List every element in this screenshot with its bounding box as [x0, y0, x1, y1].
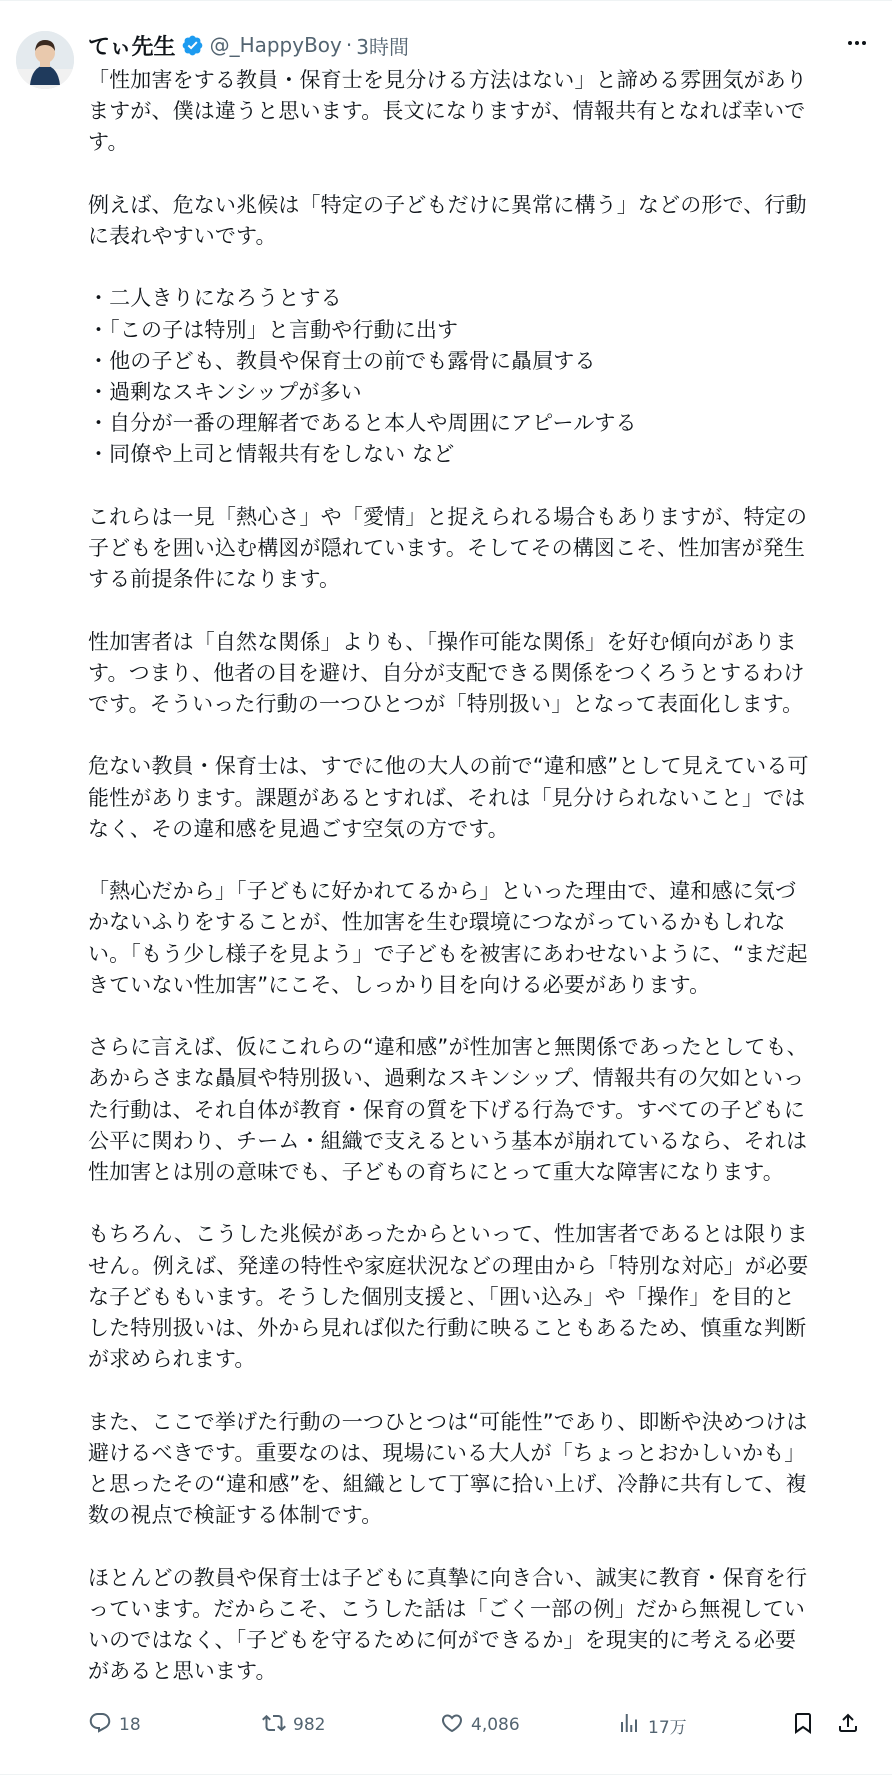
text-line: 例えば、危ない兆候は「特定の子どもだけに異常に構う」などの形で、行動 [88, 192, 807, 217]
retweet-icon [262, 1711, 286, 1740]
text-line: また、ここで挙げた行動の一つひとつは“可能性”であり、即断や決めつけは [88, 1409, 808, 1434]
text-line: ますが、僕は違うと思います。長文になりますが、情報共有となれば幸いで [88, 99, 806, 124]
tweet-text [88, 65, 868, 1719]
text-line: した特別扱いは、外から見れば似た行動に映ることもあるため、慎重な判断 [88, 1316, 807, 1340]
list-item: ・過剰なスキンシップが多い [88, 380, 362, 404]
tweet-paragraph [88, 1219, 868, 1375]
tweet-paragraph [88, 1407, 868, 1532]
text-line: す。 [88, 130, 129, 155]
tweet-timestamp[interactable]: 3時間 [356, 34, 409, 59]
tweet-paragraph [88, 876, 868, 1001]
author-handle[interactable]: @_HappyBoy [209, 33, 342, 57]
text-line: い。「もう少し様子を見よう」で子どもを被害にあわせないように、“まだ起 [88, 941, 808, 966]
retweet-count: 982 [293, 1715, 326, 1735]
text-line: 子どもを囲い込む構図が隠れています。そしてその構図こそ、性加害が発生 [88, 536, 805, 560]
text-line: 性加害とは別の意味でも、子どもの育ちにとって重大な障害になります。 [88, 1160, 784, 1184]
text-line: なく、その違和感を見過ごす空気の方です。 [88, 816, 509, 841]
text-line: 危ない教員・保育士は、すでに他の大人の前で“違和感”として見えている可 [88, 754, 809, 779]
text-line: があると思います。 [88, 1659, 277, 1684]
view-count: 17万 [648, 1717, 687, 1738]
text-line: する前提条件になります。 [88, 567, 341, 592]
text-line: す。つまり、他者の目を避け、自分が支配できる関係をつくろうとするわけ [88, 660, 805, 685]
bookmark-button[interactable] [791, 1707, 815, 1743]
like-button[interactable] [440, 1707, 520, 1743]
tweet-paragraph [88, 1563, 868, 1688]
text-line: せん。例えば、発達の特性や家庭状況などの理由から「特別な対応」が必要 [88, 1253, 809, 1278]
list-item: ・自分が一番の理解者であると本人や周囲にアピールする [88, 411, 637, 436]
reply-button[interactable] [88, 1707, 141, 1743]
bookmark-icon [791, 1711, 815, 1740]
text-line: きていない性加害”にこそ、しっかり目を向ける必要があります。 [88, 972, 711, 997]
text-line: 数の視点で検証する体制です。 [88, 1503, 383, 1528]
list-item: ・同僚や上司と情報共有をしない など [88, 442, 455, 467]
text-line: に表れやすいです。 [88, 224, 277, 248]
text-line: 性加害者は「自然な関係」よりも、「操作可能な関係」を好む傾向がありま [88, 629, 797, 654]
text-line: あからさまな贔屓や特別扱い、過剰なスキンシップ、情報共有の欠如といっ [88, 1066, 805, 1091]
share-icon [836, 1711, 860, 1740]
tweet-paragraph [88, 1032, 868, 1188]
text-line: かないふりをすることが、性加害を生む環境につながっているかもしれな [88, 910, 786, 935]
list-item: ・二人きりになろうとする [88, 286, 342, 311]
share-button[interactable] [836, 1707, 860, 1743]
text-line: いのではなく、「子どもを守るために何ができるか」を現実的に考える必要 [88, 1628, 797, 1652]
reply-count: 18 [119, 1715, 141, 1735]
list-item: ・他の子ども、教員や保育士の前でも露骨に贔屓する [88, 348, 596, 373]
text-line: 公平に関わり、チーム・組織で支えるという基本が崩れているなら、それは [88, 1128, 808, 1153]
views-chart-icon [617, 1711, 641, 1740]
warning-signs-list [88, 283, 868, 470]
tweet-header [88, 27, 872, 63]
views-button[interactable] [617, 1707, 687, 1743]
tweet-actions [88, 1707, 872, 1743]
author-display-name[interactable]: てぃ先生 [88, 34, 176, 60]
tweet-paragraph [88, 627, 868, 721]
tweet-paragraph [88, 65, 868, 159]
text-line: 能性があります。課題があるとすれば、それは「見分けられないこと」では [88, 785, 806, 810]
retweet-button[interactable] [262, 1707, 325, 1743]
tweet-paragraph [88, 751, 868, 845]
header-separator: · [345, 33, 353, 57]
like-count: 4,086 [471, 1715, 520, 1735]
text-line: もちろん、こうした兆候があったからといって、性加害者であるとは限りま [88, 1222, 808, 1247]
more-horizontal-icon[interactable] [842, 29, 872, 57]
text-line: です。そういった行動の一つひとつが「特別扱い」となって表面化します。 [88, 692, 804, 716]
text-line: さらに言えば、仮にこれらの“違和感”が性加害と無関係であったとしても、 [88, 1035, 808, 1060]
text-line: な子どももいます。そうした個別支援と、「囲い込み」や「操作」を目的と [88, 1284, 795, 1309]
text-line: た行動は、それ自体が教育・保育の質を下げる行為です。すべての子どもに [88, 1097, 805, 1122]
text-line: 避けるべきです。重要なのは、現場にいる大人が「ちょっとおかしいかも」 [88, 1440, 806, 1465]
tweet-paragraph [88, 502, 868, 596]
list-item: ・「この子は特別」と言動や行動に出す [88, 317, 459, 342]
verified-badge-icon [181, 34, 204, 57]
text-line: 「性加害をする教員・保育士を見分ける方法はない」と諦める雰囲気があり [88, 68, 808, 92]
text-line: ほとんどの教員や保育士は子どもに真摯に向き合い、誠実に教育・保育を行 [88, 1565, 808, 1590]
avatar-image [16, 31, 74, 89]
avatar[interactable] [16, 31, 74, 89]
text-line: 「熱心だから」「子どもに好かれてるから」といった理由で、違和感に気づ [88, 879, 797, 904]
text-line: が求められます。 [88, 1347, 256, 1372]
text-line: と思ったその“違和感”を、組織として丁寧に拾い上げ、冷静に共有して、複 [88, 1472, 807, 1496]
text-line: っています。だからこそ、こうした話は「ごく一部の例」だから無視してい [88, 1596, 805, 1621]
text-line: これらは一見「熱心さ」や「愛情」と捉えられる場合もありますが、特定の [88, 504, 808, 529]
tweet-paragraph [88, 190, 868, 252]
reply-icon [88, 1711, 112, 1740]
heart-icon [440, 1711, 464, 1740]
